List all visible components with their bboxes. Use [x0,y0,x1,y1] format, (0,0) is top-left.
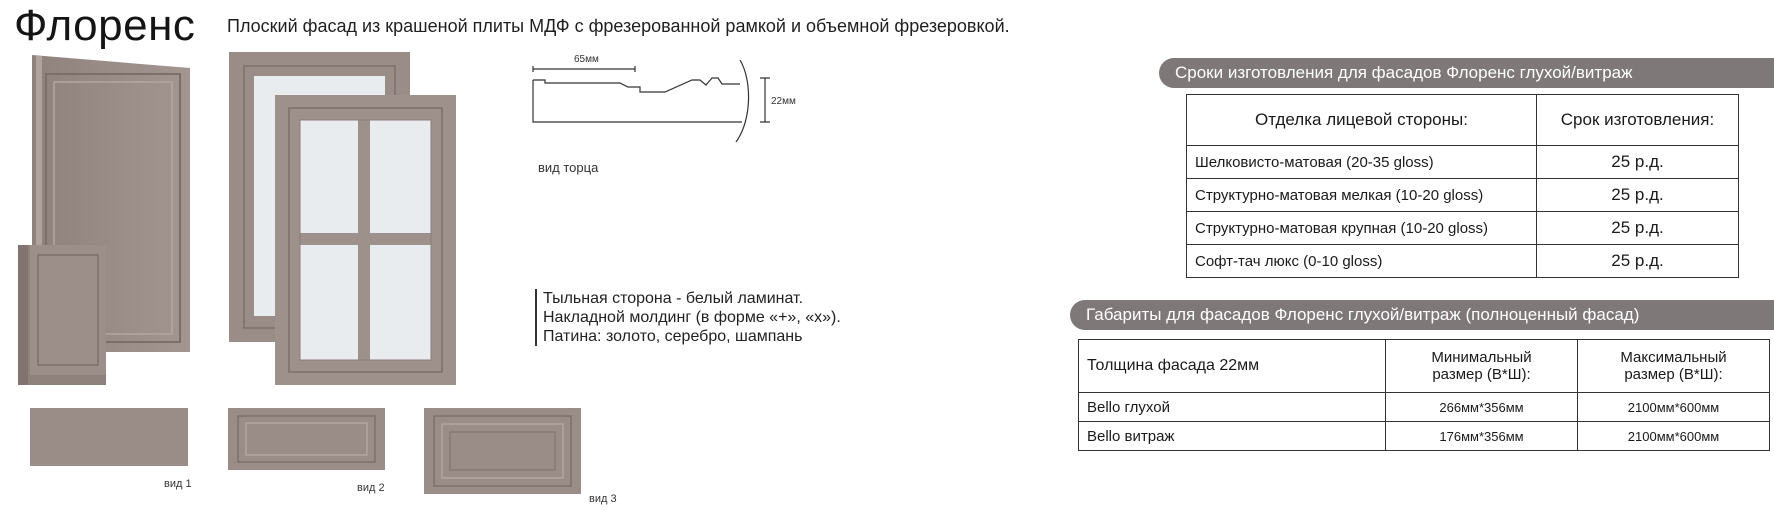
product-notes [535,289,841,346]
term-cell: 25 р.д. [1537,212,1739,245]
page-title: Флоренс [14,1,196,50]
profile-width-label: 65мм [574,54,599,65]
max-size-cell: 2100мм*600мм [1578,422,1770,451]
profile-thickness-label: 22мм [771,96,796,107]
dimensions-table [1078,339,1770,451]
view-1-image [30,408,188,466]
profile-caption: вид торца [538,160,599,175]
table-row [1187,212,1739,245]
max-size-header-line: размер (В*Ш): [1624,366,1723,383]
term-cell: 25 р.д. [1537,179,1739,212]
lead-times-heading: Сроки изготовления для фасадов Флоренс глухой/витраж [1159,58,1774,88]
max-size-column-header [1578,340,1770,393]
table-row [1079,422,1770,451]
min-size-header-line: размер (В*Ш): [1432,366,1531,383]
model-cell: Bello витраж [1079,422,1386,451]
finish-column-header: Отделка лицевой стороны: [1187,95,1537,146]
page-subtitle: Плоский фасад из крашеной плиты МДФ с фрезерованной рамкой и объемной фрезеровкой. [227,16,1010,36]
max-size-cell: 2100мм*600мм [1578,393,1770,422]
term-cell: 25 р.д. [1537,146,1739,179]
min-size-column-header [1386,340,1578,393]
finish-cell: Шелковисто-матовая (20-35 gloss) [1187,146,1537,179]
note-line: Накладной молдинг (в форме «+», «х»). [543,309,841,326]
table-header-row [1079,340,1770,393]
finish-cell: Структурно-матовая крупная (10-20 gloss) [1187,212,1537,245]
max-size-header-line: Максимальный [1620,349,1727,366]
view-3-image [424,408,581,494]
note-line: Тыльная сторона - белый ламинат. [543,290,804,307]
table-row [1079,393,1770,422]
min-size-header-line: Минимальный [1431,349,1532,366]
profile-drawing [533,60,770,142]
view-3-caption: вид 3 [589,493,617,505]
view-2-image [228,408,385,470]
finish-cell: Структурно-матовая мелкая (10-20 gloss) [1187,179,1537,212]
lead-times-table [1186,94,1739,278]
section-sample-image [18,245,106,385]
term-column-header: Срок изготовления: [1537,95,1739,146]
glass-facade-front-image [275,95,456,385]
table-row [1187,245,1739,278]
note-line: Патина: золото, серебро, шампань [543,328,803,345]
thickness-column-header: Толщина фасада 22мм [1079,340,1386,393]
min-size-cell: 266мм*356мм [1386,393,1578,422]
model-cell: Bello глухой [1079,393,1386,422]
dimensions-heading: Габариты для фасадов Флоренс глухой/витраж (полноценный фасад) [1070,300,1774,330]
view-1-caption: вид 1 [164,478,192,490]
table-row [1187,146,1739,179]
min-size-cell: 176мм*356мм [1386,422,1578,451]
finish-cell: Софт-тач люкс (0-10 gloss) [1187,245,1537,278]
term-cell: 25 р.д. [1537,245,1739,278]
table-row [1187,179,1739,212]
view-2-caption: вид 2 [357,482,385,494]
table-header-row [1187,95,1739,146]
